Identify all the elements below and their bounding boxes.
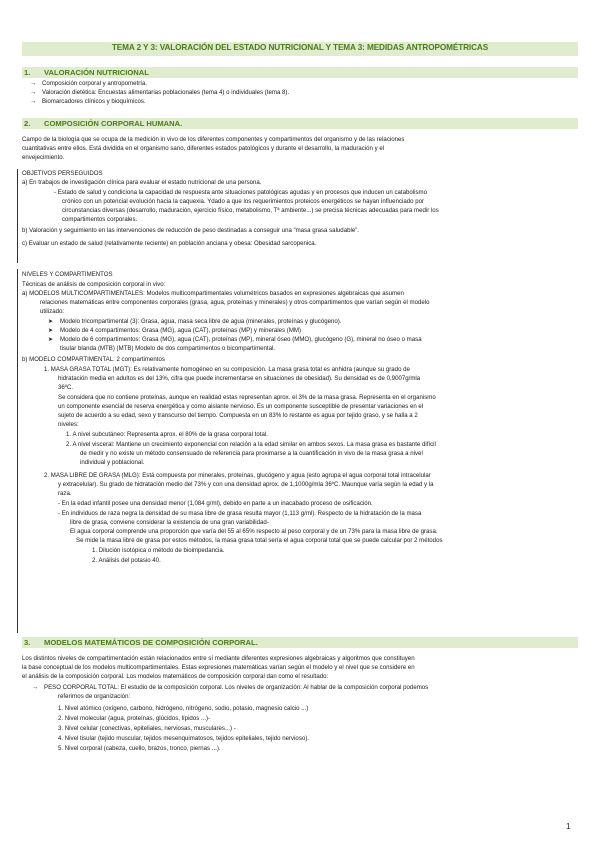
list-item: Modelo tricompartimental (3): Grasa, agua, masa seca libre de agua (minerales, proteínas y glucógeno). bbox=[60, 318, 342, 325]
paragraph-line: el análisis de la composición corporal. Los modelos matemáticos de composición corporal dan como el resultado: bbox=[22, 673, 329, 680]
objective-a: a) En trabajos de investigación clínica para evaluar el estado nutricional de una persona. bbox=[22, 179, 262, 186]
paragraph-line: PESO CORPORAL TOTAL: El estudio de la composición corporal. Los niveles de organización: Al hablar de la composición corporal podemos bbox=[44, 684, 429, 691]
section-1-title: VALORACIÓN NUTRICIONAL bbox=[44, 68, 149, 77]
margin-bar bbox=[17, 269, 18, 633]
paragraph-line: niveles: bbox=[58, 421, 79, 428]
list-item: Biomarcadores clínicos y bioquímicos. bbox=[42, 98, 146, 105]
objective-b: b) Valoración y seguimiento en las intervenciones de reducción de peso destinadas a conseguir una “masa grasa saludable”. bbox=[22, 227, 359, 234]
list-item: 2. A nivel visceral: Mantiene un crecimiento exponencial con relación a la edad similar en ambos sexos. La masa grasa es bastante difícil bbox=[66, 441, 436, 448]
section-1-number: 1. bbox=[24, 68, 31, 77]
paragraph-line: envejecimiento. bbox=[22, 154, 65, 161]
list-item: 4. Nivel tisular (tejido muscular, tejidos mesenquimatosos, tejidos epiteliales, tejido nervioso). bbox=[58, 735, 309, 742]
paragraph-line: El agua corporal comprende una proporción que varía del 55 al 65% respecto al peso corporal y de un 73% para la masa libre de grasa. bbox=[70, 528, 438, 535]
list-item: individual y poblacional. bbox=[80, 459, 145, 466]
paragraph-line: crónico con un potencial evolución hacia la caquexia. Ydado a que los requerimientos proteicos energéticos se hayan influenciado por bbox=[62, 198, 425, 205]
arrow-icon: → bbox=[32, 684, 39, 691]
paragraph-line: 1. MASA GRASA TOTAL (MGT): Es relativamente homogéneo en su composición. La masa grasa total es anhidra (aunque su grado de bbox=[44, 366, 410, 373]
paragraph-line: Se considera que no contiene proteínas, aunque en realidad estas representan aprox. el 3% de la masa grasa. Representa en el organismo bbox=[58, 394, 436, 401]
arrowhead-bullet-icon: ➤ bbox=[48, 318, 54, 325]
list-item: - En individuos de raza negra la densidad de su masa libre de grasa resulta mayor (1,113 g/ml). Respecto de la hidratación de la masa bbox=[58, 510, 422, 517]
list-item: 2. Análisis del potasio 40. bbox=[92, 557, 161, 564]
paragraph-line: cuantitativas entre ellos. Está dividida en el organismo sano, diferentes estados patológicos y durante el desarrollo, la maduración y el bbox=[22, 145, 385, 152]
paragraph-line: 2. MASA LIBRE DE GRASA (MLG): Está compuesta por minerales, proteínas, glucógeno y agua (esto agrupa el agua corporal total intracelular bbox=[44, 472, 431, 479]
paragraph-line: libre de grasa, conviene considerar la existencia de una gran variabilidad- bbox=[70, 519, 269, 526]
arrowhead-bullet-icon: ➤ bbox=[48, 327, 54, 334]
paragraph-line: - Estado de salud y condiciona la capacidad de respuesta ante situaciones patológicas agudas y en procesos que inducen un catabolismo bbox=[54, 189, 427, 196]
paragraph-line: compartimentos corporales. bbox=[62, 216, 138, 223]
list-item: 1. Nivel atómico (oxígeno, carbono, hidrógeno, nitrógeno, sodio, potasio, magnesio calcio ...) bbox=[58, 705, 309, 712]
list-item: Modelo de 6 compartimentos: Grasa (MG), agua (CAT), proteínas (MP), mineral óseo (MMO), glucógeno (G), mineral no óseo o masa bbox=[60, 336, 422, 343]
subheading: b) MODELO COMPARTIMENTAL: 2 compartimentos bbox=[22, 356, 165, 363]
arrow-icon: → bbox=[30, 98, 37, 105]
paragraph-line: un componente esencial de reserva energética y como aislante nervioso. Es un componente susceptible de presentar variaciones en el bbox=[58, 403, 424, 410]
section-3-title: MODELOS MATEMÁTICOS DE COMPOSICIÓN CORPORAL. bbox=[44, 638, 258, 647]
list-item: 3. Nivel celular (conectivas, epiteliales, nerviosas, musculares...) - bbox=[58, 725, 236, 732]
paragraph-line: Técnicas de análisis de composición corporal in vivo: bbox=[22, 281, 166, 288]
paragraph-line: raza. bbox=[58, 490, 72, 497]
paragraph-line: Los distintos niveles de compartimentación están relacionados entre sí mediante diferentes expresiones algebraicas y algoritmos que constituyen bbox=[22, 655, 415, 662]
paragraph-line: sujeto de acuerdo a su edad, sexo y transcurso del tiempo. Compuesta en un 83% lo restante es agua por tejido graso, y se halla a 2 bbox=[58, 412, 418, 419]
paragraph-line: utilizado: bbox=[40, 308, 65, 315]
list-item: 2. Nivel molecular (agua, proteínas, glúcidos, lípidos ...)- bbox=[58, 715, 211, 722]
subheading: OBJETIVOS PERSEGUIDOS bbox=[22, 170, 103, 177]
arrowhead-bullet-icon: ➤ bbox=[48, 336, 54, 343]
list-item: Valoración dietética: Encuestas alimentarias poblacionales (tema 4) o individuales (tema 8). bbox=[42, 89, 290, 96]
section-3-number: 3. bbox=[24, 638, 31, 647]
paragraph-line: relaciones matemáticas entre componentes corporales (grasa, agua, proteínas y minerales) y otros compartimentos que varían según el modelo bbox=[40, 299, 430, 306]
paragraph-line: referirnos de organización: bbox=[58, 693, 131, 700]
list-item: Composición corporal y antropometría. bbox=[42, 80, 147, 87]
list-item: 5. Nivel corporal (cabeza, cuello, brazos, tronco, piernas ...). bbox=[58, 745, 221, 752]
arrow-icon: → bbox=[30, 89, 37, 96]
paragraph-line: la base conceptual de los modelos multicompartimentales. Estas expresiones matemáticas varían según el modelo y el nivel que se considere en bbox=[22, 664, 415, 671]
subheading: NIVELES Y COMPARTIMENTOS bbox=[22, 271, 113, 278]
section-2-number: 2. bbox=[24, 119, 31, 128]
margin-bar bbox=[17, 169, 18, 263]
paragraph-line: y extracelular). Su grado de hidratación medio del 73% y con una densidad aprox. de 1,1000g/mla 36ºC. Maunque varía según la edad y la bbox=[58, 481, 434, 488]
paragraph-line: circunstancias diversas (desarrollo, maduración, ejercicio físico, metabolismo, Tª ambiente...) se precisa técnicas adecuadas para medir los bbox=[62, 207, 439, 214]
list-item: Modelo de 4 compartimentos: Grasa (MG), agua (CAT), proteínas (MP) y minerales (MM) bbox=[60, 327, 301, 334]
objective-c: c) Evaluar un estado de salud (relativamente reciente) en población anciana y obesa: Obesidad sarcopenica. bbox=[22, 240, 317, 247]
page-title: TEMA 2 Y 3: VALORACIÓN DEL ESTADO NUTRICIONAL Y TEMA 3: MEDIDAS ANTROPOMÉTRICAS bbox=[111, 43, 489, 52]
list-item: - En la edad infantil posee una densidad menor (1,084 g/ml), debido en parte a un inacabado proceso de osificación. bbox=[58, 500, 373, 507]
list-item: de medir y no existe un método consensuado de referencia para proximarse a la cuantificación in vivo de la masa grasa a nivel bbox=[80, 450, 423, 457]
page-number: 1 bbox=[566, 822, 571, 831]
list-item: tisular blanda (MTB) (MTB) Modelo de dos compartimentos o bicompartimental. bbox=[60, 345, 276, 352]
arrow-icon: → bbox=[30, 80, 37, 87]
paragraph-line: hidratación media en adultos es del 13%, cifra que puede incrementarse en situaciones de obesidad). Su densidad es de 0,9007g/mla bbox=[58, 375, 421, 382]
paragraph-line: a) MODELOS MULTICOMPARTIMENTALES: Modelos multicompartimentales volumétricos basados en expresiones algebraicas que asumen bbox=[22, 290, 404, 297]
list-item: 1. Dilución isotópica o método de bioimpedancia. bbox=[92, 547, 225, 554]
list-item: 1. A nivel subcutáneo: Representa aprox. el 80% de la grasa corporal total. bbox=[66, 431, 268, 438]
paragraph-line: 36ºC. bbox=[58, 384, 74, 391]
paragraph-line: Se mide la masa libre de grasa por estos métodos, la masa grasa total sería el agua corporal total que se puede calcular por 2 métodos bbox=[76, 537, 443, 544]
section-2-title: COMPOSICIÓN CORPORAL HUMANA. bbox=[44, 119, 183, 128]
paragraph-line: Campo de la biología que se ocupa de la medición in vivo de los diferentes componentes y compartimentos del organismo y de las relaciones bbox=[22, 136, 405, 143]
